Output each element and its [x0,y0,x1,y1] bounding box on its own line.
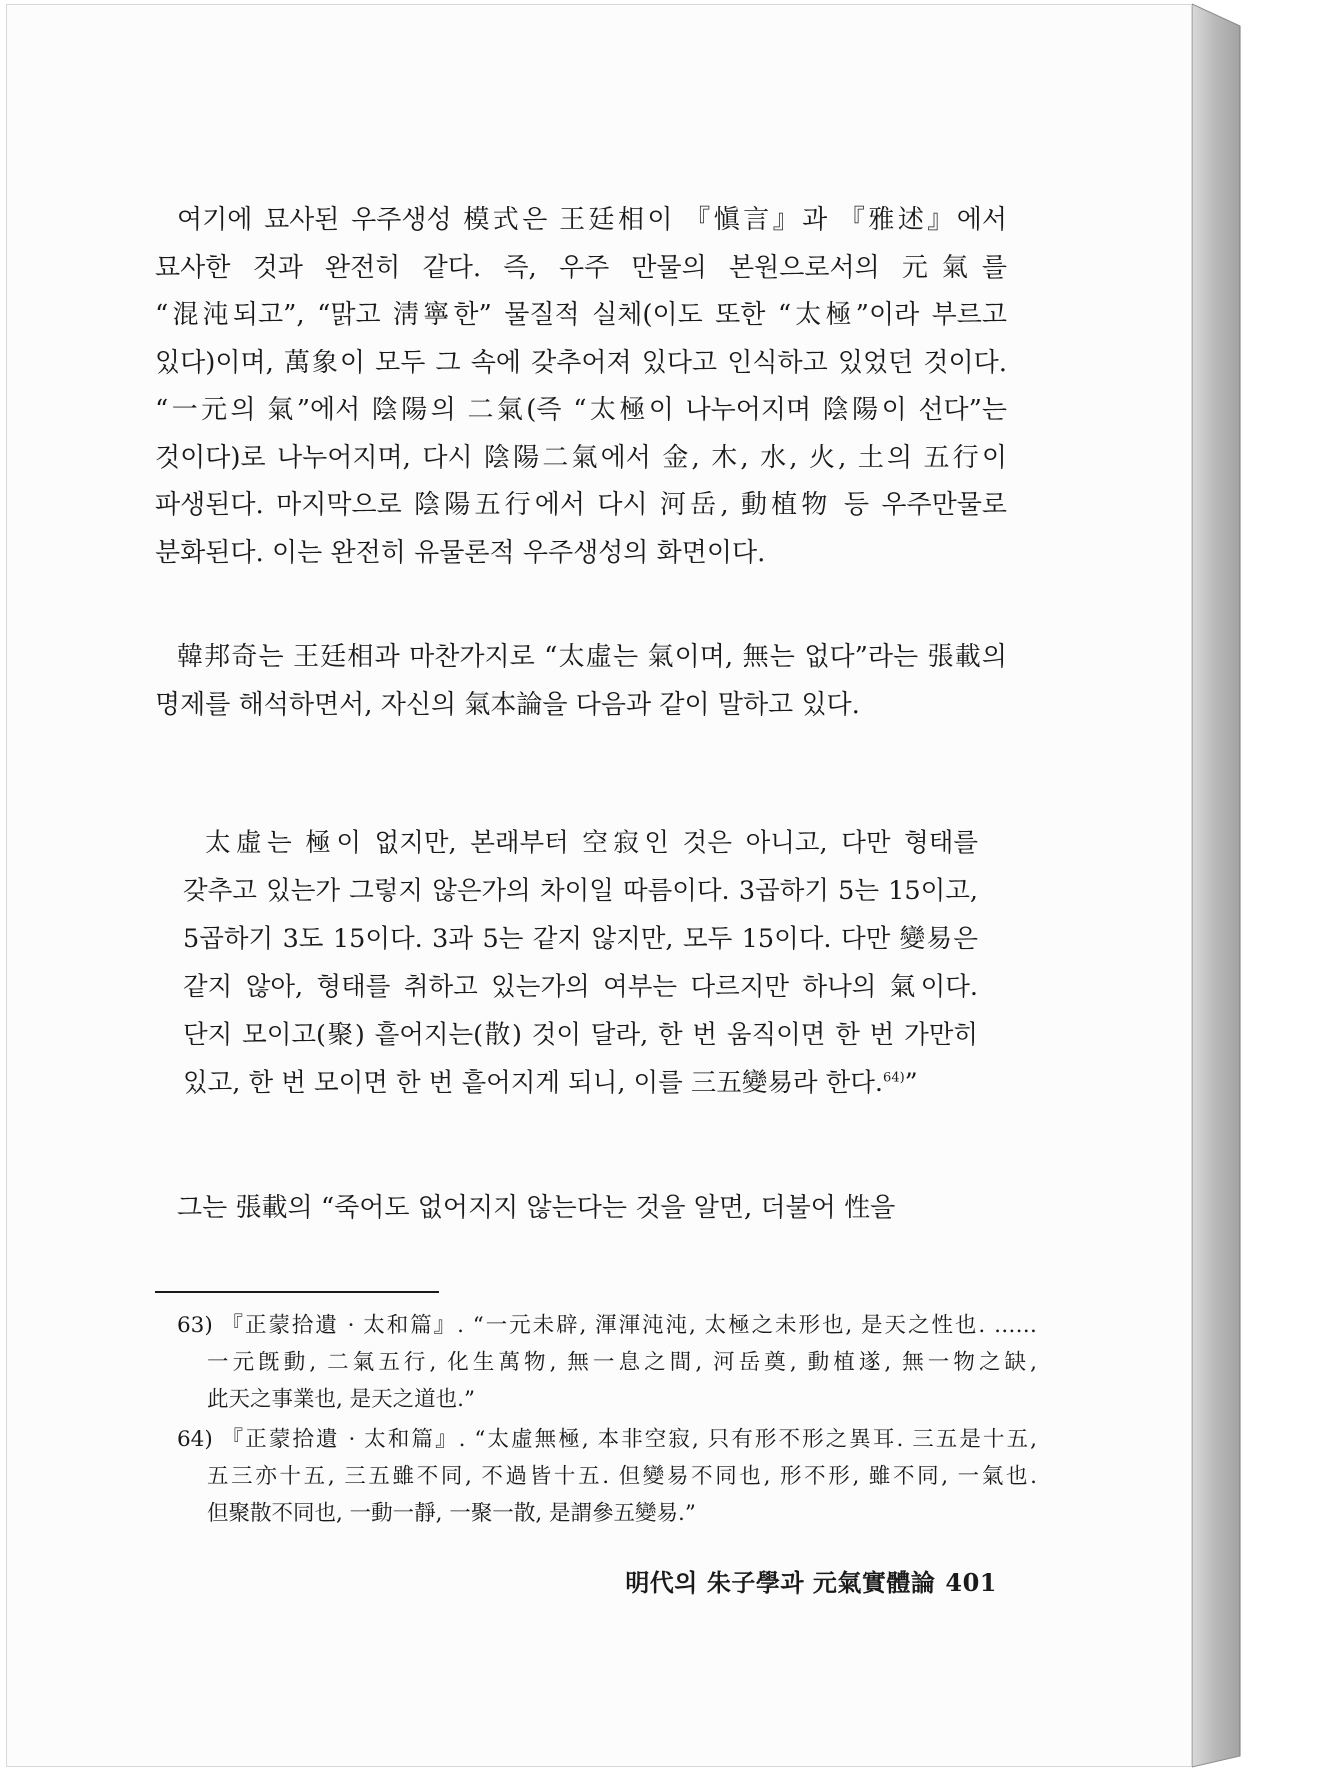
page-number: 401 [945,1568,997,1597]
body-paragraph-1: 여기에 묘사된 우주생성 模式은 王廷相이 『愼言』과 『雅述』에서 묘사한 것과 완전히 같다. 즉, 우주 만물의 본원으로서의 元氣를 “混沌되고”, “맑고 淸寧한” 물질적 실체(이도 또한 “太極”이라 부르고 있다)이며, 萬象이 모두 그 속에 갖추어져 있다고 인식하고 있었던 것이다. “一元의 氣”에서 陰陽의 二氣(즉 “太極이 나누어지며 陰陽이 선다”는 것이다)로 나누어지며, 다시 陰陽二氣에서 金, 木, 水, 火, 土의 五行이 파생된다. 마지막으로 陰陽五行에서 다시 河岳, 動植物 등 우주만물로 분화된다. 이는 완전히 유물론적 우주생성의 화면이다. [155,205,1007,568]
running-footer [625,1563,997,1598]
body-paragraph-2: 韓邦奇는 王廷相과 마찬가지로 “太虛는 氣이며, 無는 없다”라는 張載의 명제를 해석하면서, 자신의 氣本論을 다음과 같이 말하고 있다. [155,642,1007,720]
footnote-ref-64: 64) [883,1070,905,1086]
book-page [6,4,1192,1767]
running-title: 明代의 朱子學과 元氣實體論 [625,1568,936,1597]
block-quote-text: 太虛는 極이 없지만, 본래부터 空寂인 것은 아니고, 다만 형태를 갖추고 있는가 그렇지 않은가의 차이일 따름이다. 3곱하기 5는 15이고, 5곱하기 3도 15이다. 3과 5는 같지 않지만, 모두 15이다. 다만 變易은 같지 않아, 형태를 취하고 있는가의 여부는 다르지만 하나의 氣이다. 단지 모이고(聚) 흩어지는(散) 것이 달라, 한 번 움직이면 한 번 가만히 있고, 한 번 모이면 한 번 흩어지게 되니, 이를 三五變易라 한다. [183,828,978,1098]
block-quote-closing-mark: ” [904,1068,918,1098]
book-page-edge [1192,0,1262,1773]
footnote-divider [155,1291,439,1293]
footnote-64: 64) 『正蒙拾遺 · 太和篇』. “太虛無極, 本非空寂, 只有形不形之異耳. 三五是十五, 五三亦十五, 三五雖不同, 不過皆十五. 但變易不同也, 形不形, 雖不同, 一氣也. 但聚散不同也, 一動一靜, 一聚一散, 是謂參五變易.” [177,1427,1037,1526]
block-quote [183,819,978,1107]
body-paragraph-3: 그는 張載의 “죽어도 없어지지 않는다는 것을 알면, 더불어 性을 [177,1193,896,1223]
footnote-63: 63) 『正蒙拾遺 · 太和篇』. “一元未辟, 渾渾沌沌, 太極之未形也, 是天之性也. …… 一元旣動, 二氣五行, 化生萬物, 無一息之間, 河岳奠, 動植遂, 無一物之缺, 此天之事業也, 是天之道也.” [177,1313,1037,1412]
